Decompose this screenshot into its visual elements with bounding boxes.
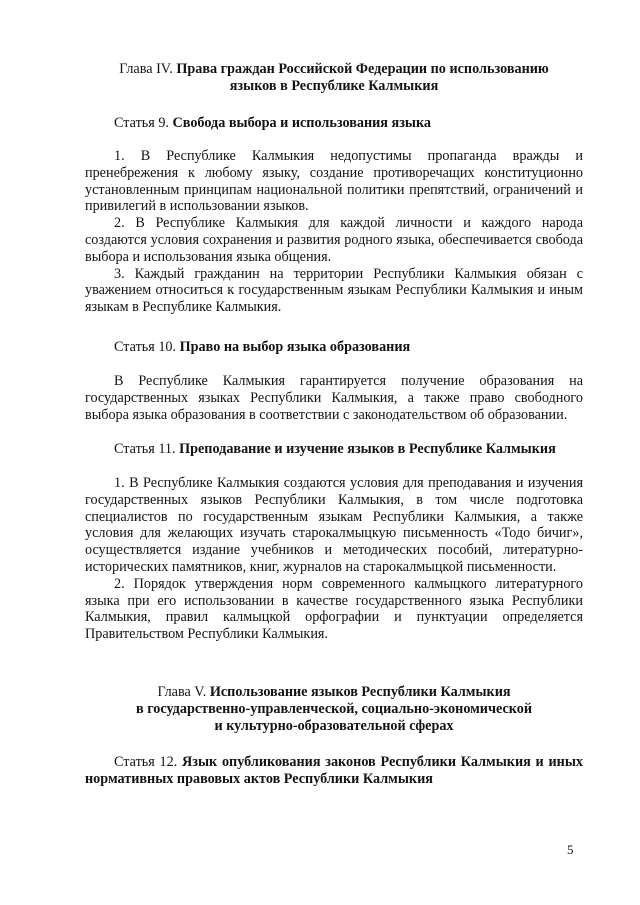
chapter-5-heading <box>85 684 583 734</box>
chapter-5-title-line2: в государственно-управленческой, социально-экономической <box>135 700 532 717</box>
article-11-prefix: Статья 11. <box>114 441 180 457</box>
article-9-paragraph-3: 3. Каждый гражданин на территории Республики Калмыкия обязан с уважением относиться к государственным языкам Республики Калмыкия и иным языкам в Республике Калмыкия. <box>85 265 583 316</box>
chapter-4-prefix: Глава IV. <box>119 61 177 77</box>
chapter-4-heading <box>85 61 583 95</box>
article-10-title: Право на выбор языка образования <box>179 339 411 355</box>
article-11-body <box>85 475 583 643</box>
article-11-heading <box>85 441 583 458</box>
chapter-5-title-line3: и культурно-образовательной сферах <box>214 717 454 734</box>
chapter-5-title-line1: Использование языков Республики Калмыкия <box>209 684 511 700</box>
article-9-heading <box>85 115 583 132</box>
article-10-heading <box>85 339 583 356</box>
chapter-4-title-line1: Права граждан Российской Федерации по использованию <box>176 61 549 77</box>
article-10-prefix: Статья 10. <box>114 339 180 355</box>
article-10-body <box>85 373 583 423</box>
article-12-heading <box>85 754 583 788</box>
article-11-title: Преподавание и изучение языков в Республике Калмыкия <box>179 441 556 457</box>
page-number: 5 <box>567 842 574 857</box>
article-11-paragraph-1: 1. В Республике Калмыкия создаются условия для преподавания и изучения государственных языков Республики Калмыкия, в том числе подготовка специалистов по государственным языкам Республики Калмыкия, а также условия для желающих изучать старокалмыцкую письменность «Тодо бичиг», осуществляется издание учебников и методических пособий, литературно-исторических памятников, книг, журналов на старокалмыцкой письменности. <box>85 475 583 575</box>
article-10-paragraph-1: В Республике Калмыкия гарантируется получение образования на государственных языках Республики Калмыкия, а также право свободного выбора языка образования в соответствии с законодательством об образовании. <box>85 373 583 423</box>
article-11-paragraph-2: 2. Порядок утверждения норм современного калмыцкого литературного языка при его использовании в качестве государственного языка Республики Калмыкия, правил калмыцкой орфографии и пунктуации определяется Правительством Республики Калмыкия. <box>85 575 583 643</box>
article-9-body <box>85 148 583 316</box>
article-9-paragraph-1: 1. В Республике Калмыкия недопустимы пропаганда вражды и пренебрежения к любому языку, создание противоречащих конституционно установленным принципам национальной политики препятствий, ограничений и привилегий в использовании языков. <box>85 148 583 215</box>
article-12-prefix: Статья 12. <box>114 754 183 770</box>
article-9-paragraph-2: 2. В Республике Калмыкия для каждой личности и каждого народа создаются условия сохранения и развития родного языка, обеспечивается свобода выбора и использования языка общения. <box>85 215 583 265</box>
chapter-5-prefix: Глава V. <box>157 684 210 700</box>
article-9-prefix: Статья 9. <box>114 115 173 131</box>
chapter-4-title-line2: языков в Республике Калмыкия <box>229 77 439 94</box>
article-12-title: Язык опубликования законов Республики Калмыкия и иных нормативных правовых актов Республики Калмыкия <box>85 754 583 787</box>
article-9-title: Свобода выбора и использования языка <box>172 115 432 131</box>
